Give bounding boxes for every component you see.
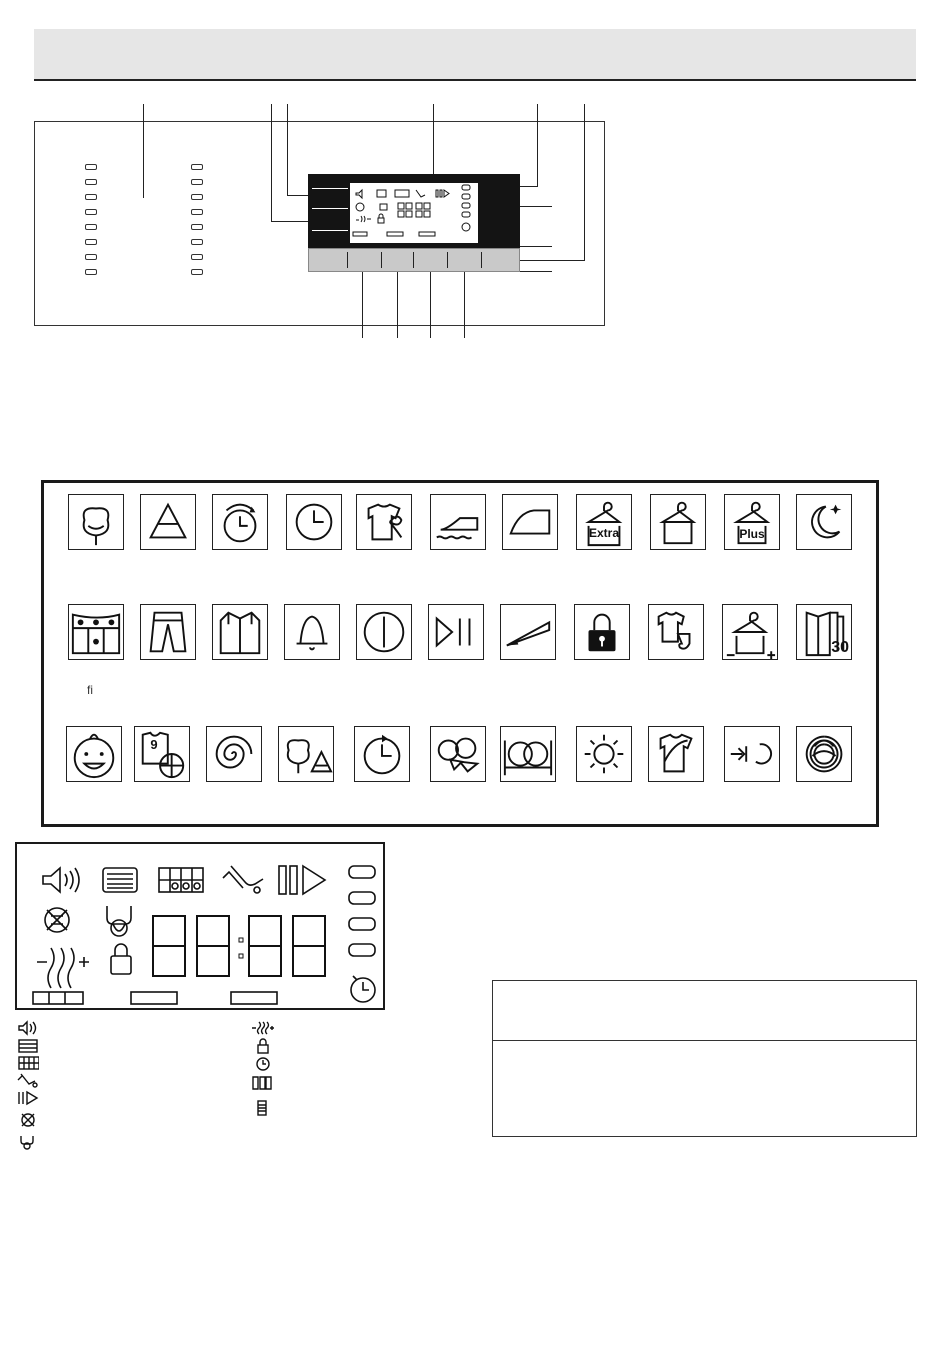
lcd-detail-icons: [17, 844, 383, 1008]
program-led: [191, 224, 203, 230]
sound-icon: [43, 868, 60, 892]
tile-label: Extra: [588, 526, 620, 540]
program-led: [85, 164, 97, 170]
drying-level-icon: [252, 1020, 274, 1036]
start-pause-icon: [428, 604, 484, 660]
drying-level-icon: [37, 948, 89, 988]
colon-dot: [239, 954, 243, 958]
button-strip: [308, 248, 520, 272]
button-divider: [481, 252, 482, 268]
program-led: [191, 179, 203, 185]
program-led: [85, 179, 97, 185]
sun-icon: [576, 726, 632, 782]
ligature-glyph: ﬁ: [87, 683, 93, 697]
callout-line: [271, 221, 309, 222]
button-divider: [413, 252, 414, 268]
program-led: [85, 209, 97, 215]
program-led: [191, 239, 203, 245]
button-divider: [447, 252, 448, 268]
shirt-icon: [212, 604, 268, 660]
info-table-divider: [492, 1040, 917, 1041]
drum-icon: [17, 1038, 39, 1054]
detergent-dose-icon: [17, 1072, 39, 1088]
seven-segment-digit: [249, 916, 281, 976]
bell-icon: [284, 604, 340, 660]
button-divider: [347, 252, 348, 268]
cotton-synthetic-icon: [278, 726, 334, 782]
power-icon: [356, 604, 412, 660]
program-led: [85, 239, 97, 245]
drum-clean-icon: [500, 726, 556, 782]
baby-icon: [66, 726, 122, 782]
seven-segment-digit: [153, 916, 185, 976]
wool-icon: [796, 726, 852, 782]
seven-segment-digit: [197, 916, 229, 976]
tile-label: 30: [831, 639, 849, 656]
drying-plus-icon: [724, 494, 780, 550]
segment-bar-3: [231, 992, 277, 1004]
rinse-spin-icon: [724, 726, 780, 782]
cotton-icon: [68, 494, 124, 550]
play-icon: [303, 866, 325, 894]
digits-icon: [252, 1075, 274, 1091]
night-icon: [796, 494, 852, 550]
program-led: [191, 209, 203, 215]
pause-bar-icon: [279, 866, 286, 894]
jersey-number: 9: [150, 737, 158, 752]
display-marker: [312, 188, 348, 189]
program-led: [191, 194, 203, 200]
shirts-30-icon: [796, 604, 852, 660]
drying-level-icon: [722, 604, 778, 660]
program-led: [85, 254, 97, 260]
callout-line: [430, 272, 431, 338]
jeans-icon: [140, 604, 196, 660]
delicates-icon: [648, 726, 704, 782]
indicator-4: [349, 944, 375, 956]
grid-icon: [17, 1055, 39, 1071]
segment-bar-2: [131, 992, 177, 1004]
drying-icon: [650, 494, 706, 550]
delay-end-icon: [212, 494, 268, 550]
tile-label: Plus: [739, 527, 765, 541]
timer-icon: [252, 1055, 274, 1071]
lock-icon: [111, 956, 131, 974]
sport-icon: [134, 726, 190, 782]
lock-icon: [574, 604, 630, 660]
indicator-3: [349, 918, 375, 930]
synthetics-icon: [140, 494, 196, 550]
colon-dot: [239, 938, 243, 942]
lock-icon: [252, 1038, 274, 1054]
iron-low-icon: [430, 494, 486, 550]
program-led: [85, 224, 97, 230]
seven-segment-digits: [153, 916, 325, 976]
callout-line: [520, 206, 552, 207]
display-mini-icons: [350, 183, 478, 243]
program-led: [191, 269, 203, 275]
spin-icon: [206, 726, 262, 782]
callout-line: [520, 246, 552, 247]
clock-icon: [286, 494, 342, 550]
display-screen: [350, 183, 478, 243]
callout-line: [537, 104, 538, 186]
callout-line: [584, 104, 585, 261]
info-table: [492, 980, 917, 1137]
program-led: [191, 164, 203, 170]
program-led: [85, 194, 97, 200]
callout-line: [271, 104, 272, 222]
sound-icon: [17, 1020, 39, 1036]
start-pause-icon: [17, 1090, 39, 1106]
drying-extra-icon: [576, 494, 632, 550]
level-bar-icon: [252, 1100, 274, 1116]
level-bar-icon: [33, 992, 83, 1004]
lcd-detail: [15, 842, 385, 1010]
tshirt-sock-icon: [648, 604, 704, 660]
detergent-dose-icon: [223, 866, 263, 888]
callout-line: [287, 195, 309, 196]
callout-line: [520, 186, 538, 187]
iron-icon: [502, 494, 558, 550]
quick-icon: [354, 726, 410, 782]
mix-icon: [430, 726, 486, 782]
detergent-icon: [500, 604, 556, 660]
indicator-1: [349, 866, 375, 878]
callout-line: [520, 271, 552, 272]
callout-line: [287, 104, 288, 196]
display-grid-icon: [68, 604, 124, 660]
stain-icon: [17, 1134, 39, 1150]
callout-line: [143, 104, 144, 198]
program-led: [191, 254, 203, 260]
indicator-2: [349, 892, 375, 904]
callout-line: [464, 272, 465, 338]
page-header-bar: [34, 29, 916, 81]
button-divider: [381, 252, 382, 268]
callout-line: [397, 272, 398, 338]
seven-segment-digit: [293, 916, 325, 976]
program-led: [85, 269, 97, 275]
callout-line: [520, 260, 585, 261]
display-marker: [312, 230, 348, 231]
callout-line: [362, 272, 363, 338]
display-marker: [312, 208, 348, 209]
mixed-icon: [356, 494, 412, 550]
cotton-eco-icon: [17, 1112, 39, 1128]
